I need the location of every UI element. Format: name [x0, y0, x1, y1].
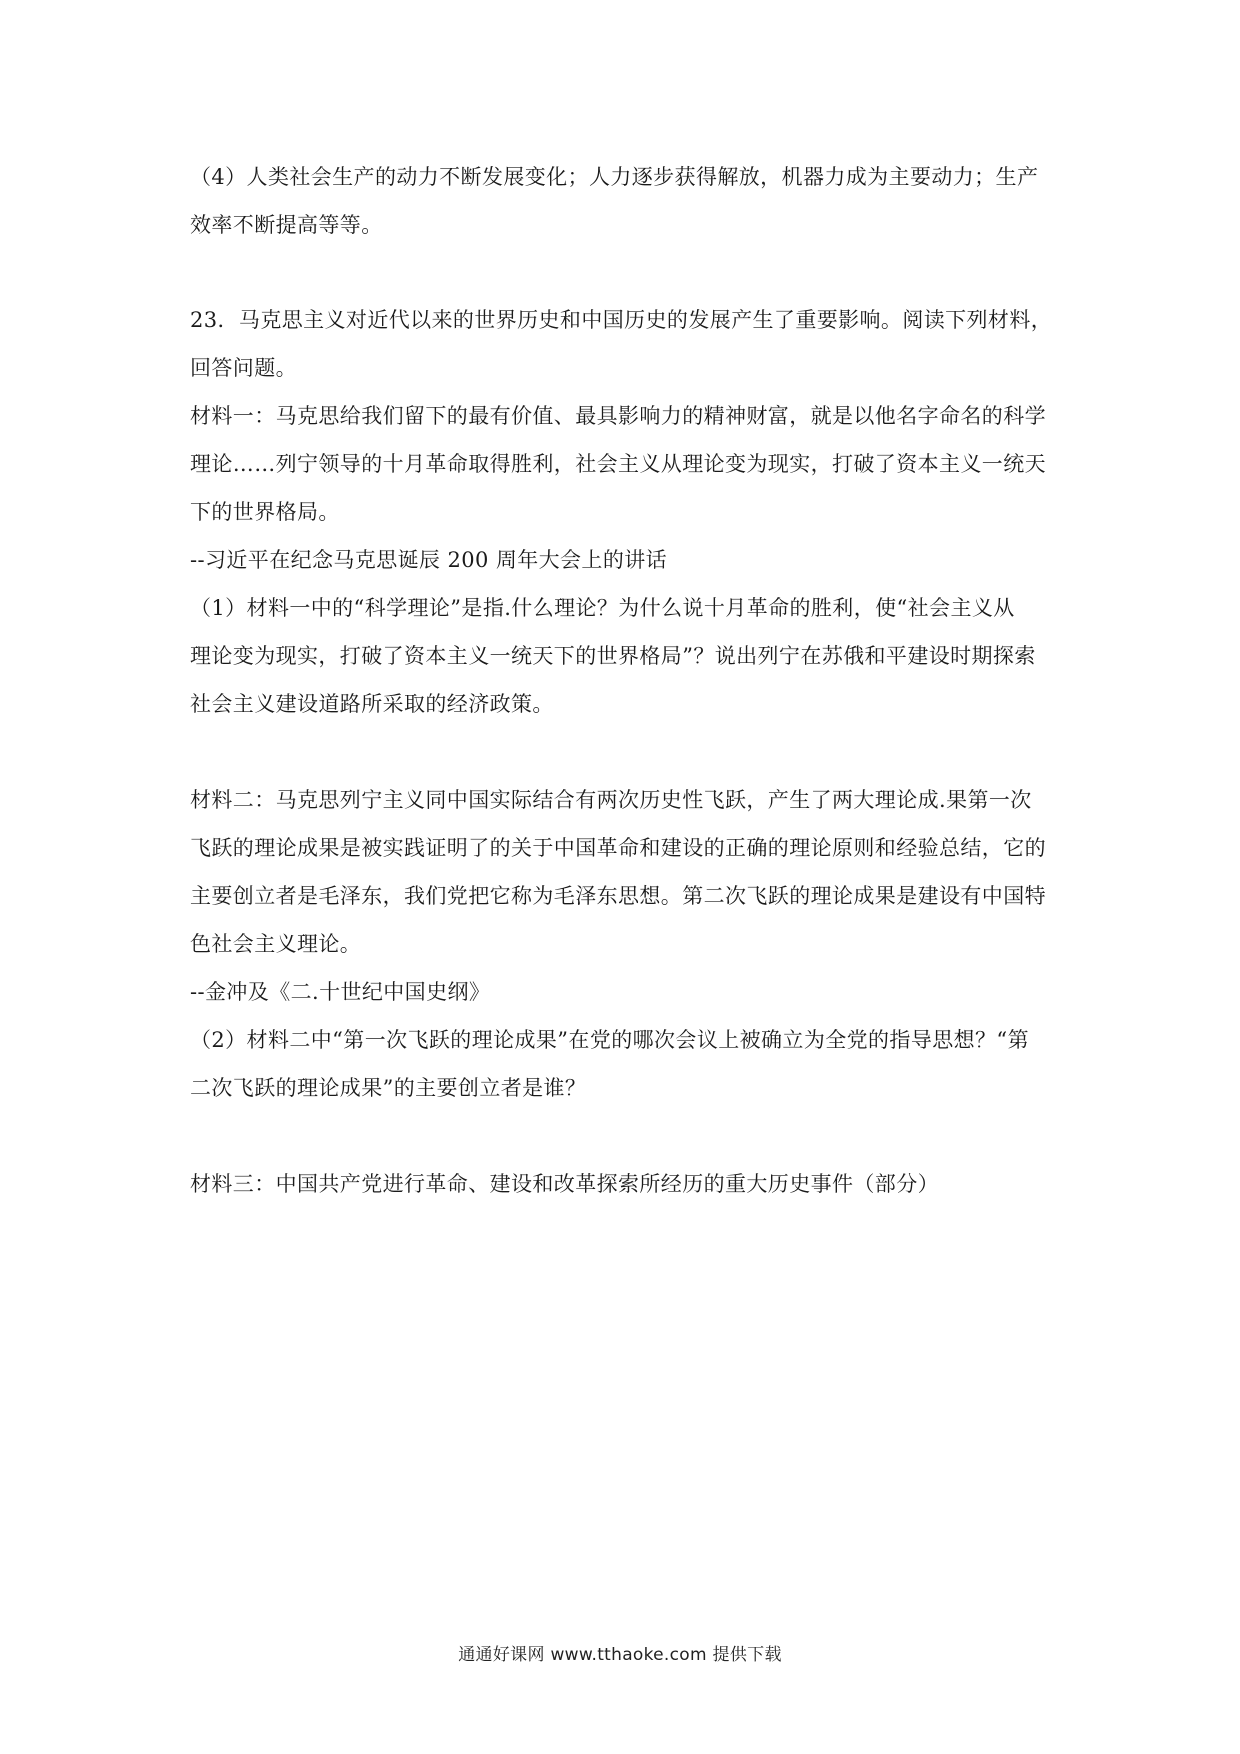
question-23-line-1: 23．马克思主义对近代以来的世界历史和中国历史的发展产生了重要影响。阅读下列材料，: [190, 308, 1053, 332]
sub-question-1-line-2: 理论变为现实，打破了资本主义一统天下的世界格局”？说出列宁在苏俄和平建设时期探索: [190, 644, 1036, 668]
answer-4-line-1: （4）人类社会生产的动力不断发展变化；人力逐步获得解放，机器力成为主要动力；生产: [190, 165, 1039, 189]
material-1-line-3: 下的世界格局。: [190, 500, 340, 524]
material-2-line-1: 材料二：马克思列宁主义同中国实际结合有两次历史性飞跃，产生了两大理论成.果第一次: [190, 788, 1032, 812]
question-23-line-2: 回答问题。: [190, 356, 297, 380]
material-2-line-4: 色社会主义理论。: [190, 932, 362, 956]
answer-4-line-2: 效率不断提高等等。: [190, 213, 383, 237]
material-1-line-1: 材料一：马克思给我们留下的最有价值、最具影响力的精神财富，就是以他名字命名的科学: [190, 404, 1046, 428]
sub-question-2-line-2: 二次飞跃的理论成果”的主要创立者是谁？: [190, 1076, 587, 1100]
sub-question-2-line-1: （2）材料二中“第一次飞跃的理论成果”在党的哪次会议上被确立为全党的指导思想？“第: [190, 1028, 1029, 1052]
material-3-line-1: 材料三：中国共产党进行革命、建设和改革探索所经历的重大历史事件（部分）: [190, 1172, 939, 1196]
material-1-source: --习近平在纪念马克思诞辰 200 周年大会上的讲话: [190, 548, 668, 572]
sub-question-1-line-1: （1）材料一中的“科学理论”是指.什么理论？为什么说十月革命的胜利，使“社会主义从: [190, 596, 1015, 620]
footer-watermark: 通通好课网 www.tthaoke.com 提供下载: [458, 1645, 782, 1665]
material-2-source: --金冲及《二.十世纪中国史纲》: [190, 980, 491, 1004]
material-2-line-2: 飞跃的理论成果是被实践证明了的关于中国革命和建设的正确的理论原则和经验总结，它的: [190, 836, 1046, 860]
material-2-line-3: 主要创立者是毛泽东，我们党把它称为毛泽东思想。第二次飞跃的理论成果是建设有中国特: [190, 884, 1046, 908]
sub-question-1-line-3: 社会主义建设道路所采取的经济政策。: [190, 692, 554, 716]
material-1-line-2: 理论……列宁领导的十月革命取得胜利，社会主义从理论变为现实，打破了资本主义一统天: [190, 452, 1046, 476]
